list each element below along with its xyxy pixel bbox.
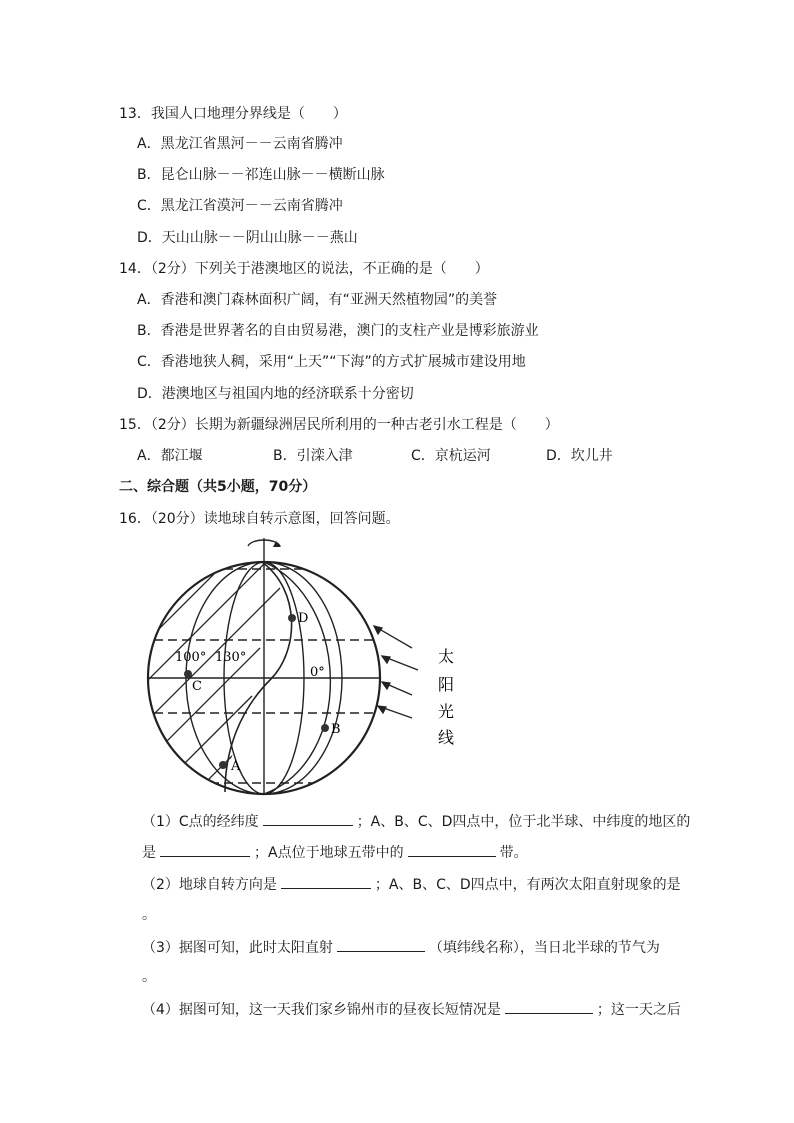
q13-option-c: C．黑龙江省漠河－－云南省腾冲 [137,198,343,214]
q16-sub4-line1 [142,999,681,1019]
q13-option-d: D．天山山脉－－阴山山脉－－燕山 [137,230,358,246]
q16-blank-3[interactable] [408,842,496,857]
q16-sub4-text-b: ；这一天之后 [596,1002,681,1018]
q13-stem: 13．我国人口地理分界线是（ ） [119,106,347,122]
point-label-b: B [331,722,341,737]
q13-option-b: B．昆仑山脉－－祁连山脉－－横断山脉 [137,167,385,183]
earth-rotation-figure [130,530,470,810]
q14-option-c: C．香港地狭人稠，采用“上天”“下海”的方式扩展城市建设用地 [137,354,526,370]
q14-option-d: D．港澳地区与祖国内地的经济联系十分密切 [137,386,414,402]
lon-label-0: 0° [310,665,325,680]
point-b [321,724,329,732]
q16-blank-1[interactable] [263,811,353,826]
point-label-d: D [298,611,309,626]
q15-option-b: B．引滦入津 [273,448,353,464]
q16-sub2-text-a: （2）地球自转方向是 [142,877,277,893]
q14-option-b: B．香港是世界著名的自由贸易港，澳门的支柱产业是博彩旅游业 [137,323,539,339]
q16-sub1-text-b: ；A、B、C、D四点中，位于北半球、中纬度的地区的 [356,814,691,830]
q16-blank-5[interactable] [337,937,425,952]
q13-option-a: A．黑龙江省黑河－－云南省腾冲 [137,136,343,152]
q16-sub3-line2: 。 [142,969,156,985]
point-label-a: A [231,759,241,774]
point-c [184,670,192,678]
q16-sub1-line2 [142,842,528,862]
q15-option-c: C．京杭运河 [411,448,491,464]
point-a [219,761,227,769]
sunlight-label-1: 太 [438,647,455,666]
q16-sub2-line1 [142,874,681,894]
q16-sub1-text-a: （1）C点的经纬度 [142,814,259,830]
q16-sub3-text-b: （填纬线名称），当日北半球的节气为 [428,940,660,956]
q16-sub1-line1 [142,811,690,831]
q16-blank-6[interactable] [505,999,593,1014]
q15-option-a: A．都江堰 [137,448,203,464]
q14-option-a: A．香港和澳门森林面积广阔，有“亚洲天然植物园”的美誉 [137,292,498,308]
q16-sub1-text-c: 是 [142,845,156,861]
q16-sub2-line2: 。 [142,907,156,923]
point-label-c: C [192,679,202,694]
q15-stem: 15．（2分）长期为新疆绿洲居民所利用的一种古老引水工程是（ ） [119,417,559,433]
q16-sub1-text-e: 带。 [499,845,528,861]
q16-sub3-line1 [142,937,660,957]
day-side [225,550,390,800]
section-title: 二、综合题（共5小题，70分） [119,479,317,495]
point-d [288,614,296,622]
lon-label-130: 130° [215,650,247,665]
q16-stem: 16．（20分）读地球自转示意图，回答问题。 [119,511,400,527]
sunlight-label-3: 光 [438,702,455,721]
q16-blank-4[interactable] [281,874,371,889]
q16-sub3-text-a: （3）据图可知，此时太阳直射 [142,940,333,956]
q16-sub2-text-b: ；A、B、C、D四点中，有两次太阳直射现象的是 [374,877,681,893]
q16-sub1-text-d: ；A点位于地球五带中的 [254,845,404,861]
q15-option-d: D．坎儿井 [546,448,613,464]
lon-label-100: 100° [175,650,207,665]
q16-blank-2[interactable] [160,842,250,857]
sunlight-label-2: 阳 [438,675,455,694]
q14-stem: 14．（2分）下列关于港澳地区的说法，不正确的是（ ） [119,261,489,277]
sunlight-label-4: 线 [438,728,455,747]
q16-sub4-text-a: （4）据图可知，这一天我们家乡锦州市的昼夜长短情况是 [142,1002,501,1018]
